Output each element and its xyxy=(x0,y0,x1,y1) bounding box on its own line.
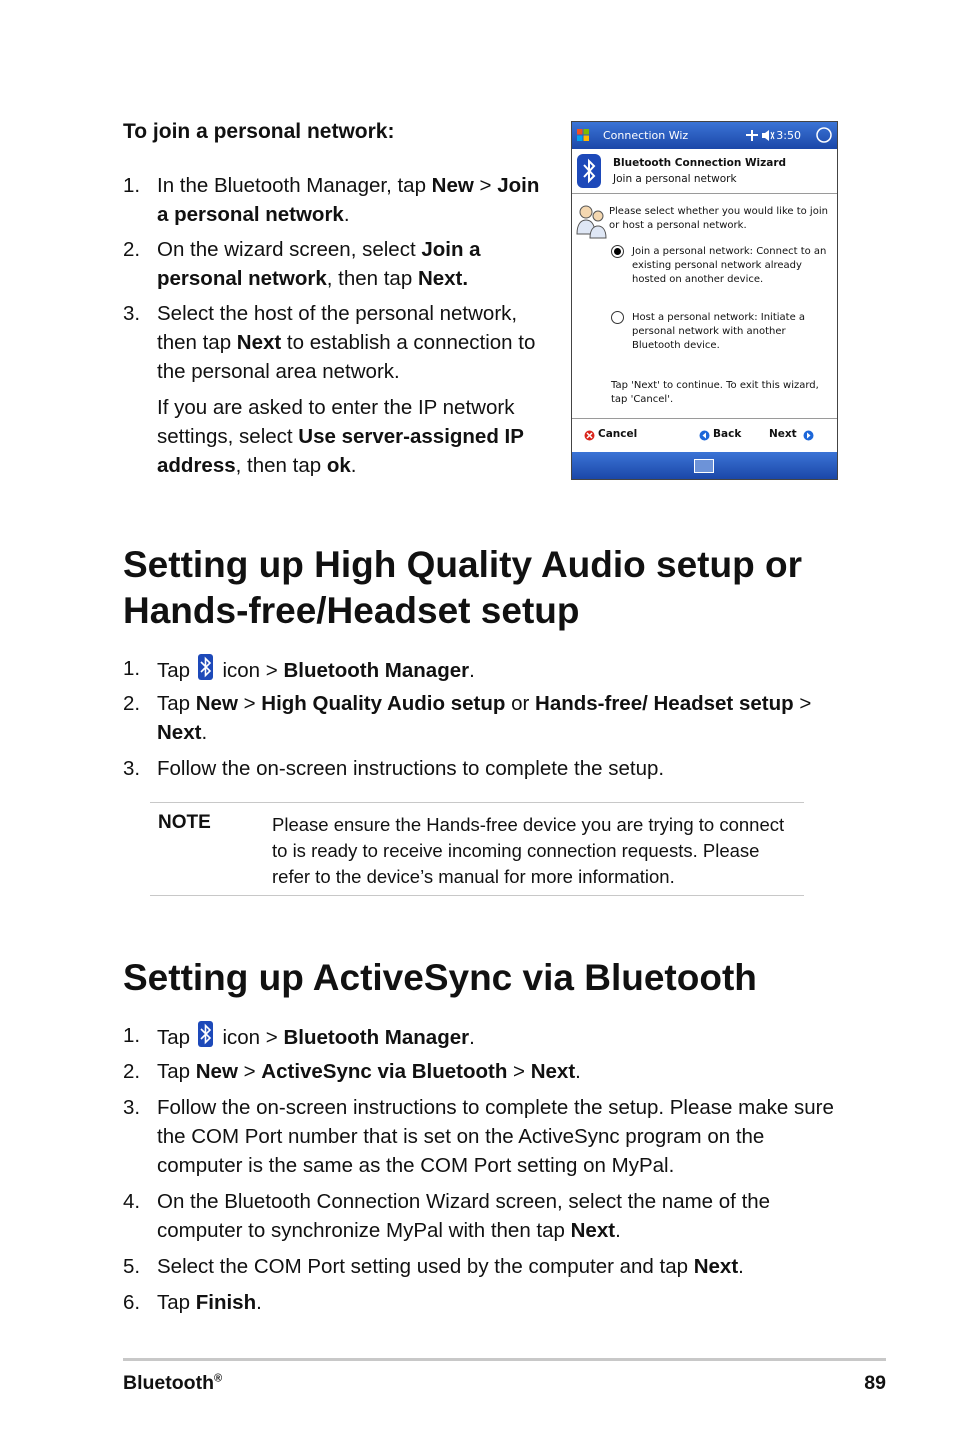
list-item xyxy=(123,754,843,783)
list-item xyxy=(123,1252,843,1281)
step-text-pre: Tap xyxy=(157,1026,191,1049)
step-number: 2. xyxy=(123,1060,141,1083)
bluetooth-manager-label: Bluetooth Manager xyxy=(283,1026,470,1049)
close-icon xyxy=(815,127,833,143)
wizard-subtitle: Join a personal network xyxy=(613,173,737,185)
join-heading: To join a personal network: xyxy=(123,120,395,143)
keyboard-icon[interactable] xyxy=(694,459,714,473)
note-label: NOTE xyxy=(158,812,211,833)
activesync-section-heading: Setting up ActiveSync via Bluetooth xyxy=(123,957,757,998)
step-number: 6. xyxy=(123,1291,141,1314)
step-text: Tap Finish. xyxy=(157,1291,262,1314)
footer-chapter-text: Bluetooth xyxy=(123,1372,214,1394)
step-text: On the wizard screen, select Join a personal network, then tap Next. xyxy=(157,238,481,290)
step-text: In the Bluetooth Manager, tap New > Join a personal network. xyxy=(157,174,540,226)
list-item xyxy=(123,235,543,293)
bluetooth-icon xyxy=(577,154,601,188)
title-bar xyxy=(572,122,837,149)
audio-section-heading: Setting up High Quality Audio setup or Hands-free/Headset setup xyxy=(123,544,802,631)
join-extra-text: If you are asked to enter the IP network settings, select Use server-assigned IP address, then tap ok. xyxy=(157,396,524,477)
step-number: 1. xyxy=(123,174,141,197)
back-button[interactable]: Back xyxy=(713,428,742,440)
step-text: Follow the on-screen instructions to complete the setup. xyxy=(157,757,665,780)
host-network-radio[interactable] xyxy=(611,311,624,324)
note-text: Please ensure the Hands-free device you are trying to connect to is ready to receive incoming connection requests. Please refer to the device’s manual for more information. xyxy=(272,814,785,887)
activesync-steps-list xyxy=(123,1021,843,1052)
cancel-button[interactable]: Cancel xyxy=(598,428,638,440)
step-text-post: icon > xyxy=(222,659,284,682)
registered-mark: ® xyxy=(213,1372,223,1385)
step-number: 1. xyxy=(123,657,141,680)
step-number: 2. xyxy=(123,238,141,261)
audio-steps-list-rest xyxy=(123,689,843,790)
menu-bar xyxy=(572,452,837,479)
join-steps-list xyxy=(123,171,543,392)
step-number: 3. xyxy=(123,1096,141,1119)
step-text-post: icon > xyxy=(222,1026,284,1049)
page-number: 89 xyxy=(864,1372,886,1394)
users-icon xyxy=(575,202,607,242)
list-item xyxy=(123,1288,843,1317)
step-text: Follow the on-screen instructions to complete the setup. Please make sure the COM Port number that is set on the ActiveSync program on the computer is the same as the COM Port setting on MyPal. xyxy=(157,1096,834,1177)
join-network-option[interactable]: Join a personal network: Connect to an existing personal network already hosted on another device. xyxy=(632,246,827,285)
wizard-screenshot xyxy=(571,121,838,480)
step-number: 4. xyxy=(123,1190,141,1213)
footer-chapter xyxy=(123,1372,222,1395)
step-number: 5. xyxy=(123,1255,141,1278)
step-text-pre: Tap xyxy=(157,659,191,682)
connectivity-icon xyxy=(745,129,759,142)
audio-steps-list xyxy=(123,654,843,685)
step-number: 3. xyxy=(123,302,141,325)
step-number: 3. xyxy=(123,757,141,780)
step-text: Select the COM Port setting used by the computer and tap Next. xyxy=(157,1255,744,1278)
step-text: Tap New > ActiveSync via Bluetooth > Next. xyxy=(157,1060,581,1083)
next-button[interactable]: Next xyxy=(769,428,797,440)
next-arrow-icon xyxy=(803,430,814,441)
step-number: 2. xyxy=(123,692,141,715)
window-title: Connection Wiz xyxy=(603,129,689,142)
list-item xyxy=(123,689,843,747)
list-item xyxy=(123,654,843,685)
cancel-icon xyxy=(584,430,595,441)
step-text: On the Bluetooth Connection Wizard screen, select the name of the computer to synchronize MyPal with then tap Next. xyxy=(157,1190,771,1242)
activesync-steps-list-rest xyxy=(123,1057,843,1324)
wizard-buttons xyxy=(572,418,837,453)
bluetooth-icon xyxy=(198,654,213,680)
step-number: 1. xyxy=(123,1024,141,1047)
list-item xyxy=(123,1187,843,1245)
step-text: Tap New > High Quality Audio setup or Hands-free/ Headset setup > Next. xyxy=(157,692,812,744)
list-item xyxy=(123,1057,843,1086)
wizard-instructions: Tap 'Next' to continue. To exit this wizard, tap 'Cancel'. xyxy=(611,380,819,405)
clock-time: 3:50 xyxy=(776,129,801,142)
windows-logo-icon xyxy=(576,128,590,142)
note-box xyxy=(150,802,804,896)
step-text: Select the host of the personal network, then tap Next to establish a connection to the personal area network. xyxy=(157,302,536,383)
join-network-radio[interactable] xyxy=(611,245,624,258)
list-item xyxy=(123,171,543,229)
footer-divider xyxy=(123,1358,886,1361)
list-item xyxy=(123,1093,843,1180)
step-text: Tap icon > Bluetooth Manager. xyxy=(157,1026,475,1049)
bluetooth-icon xyxy=(198,1021,213,1047)
back-arrow-icon xyxy=(699,430,710,441)
wizard-prompt: Please select whether you would like to join or host a personal network. xyxy=(609,206,828,231)
list-item xyxy=(123,1021,843,1052)
wizard-title: Bluetooth Connection Wizard xyxy=(613,157,787,169)
wizard-header xyxy=(572,149,837,194)
host-network-option[interactable]: Host a personal network: Initiate a personal network with another Bluetooth device. xyxy=(632,312,806,351)
bluetooth-manager-label: Bluetooth Manager xyxy=(283,659,470,682)
step-text: Tap icon > Bluetooth Manager. xyxy=(157,659,475,682)
list-item xyxy=(123,299,543,386)
speaker-icon xyxy=(761,129,775,142)
